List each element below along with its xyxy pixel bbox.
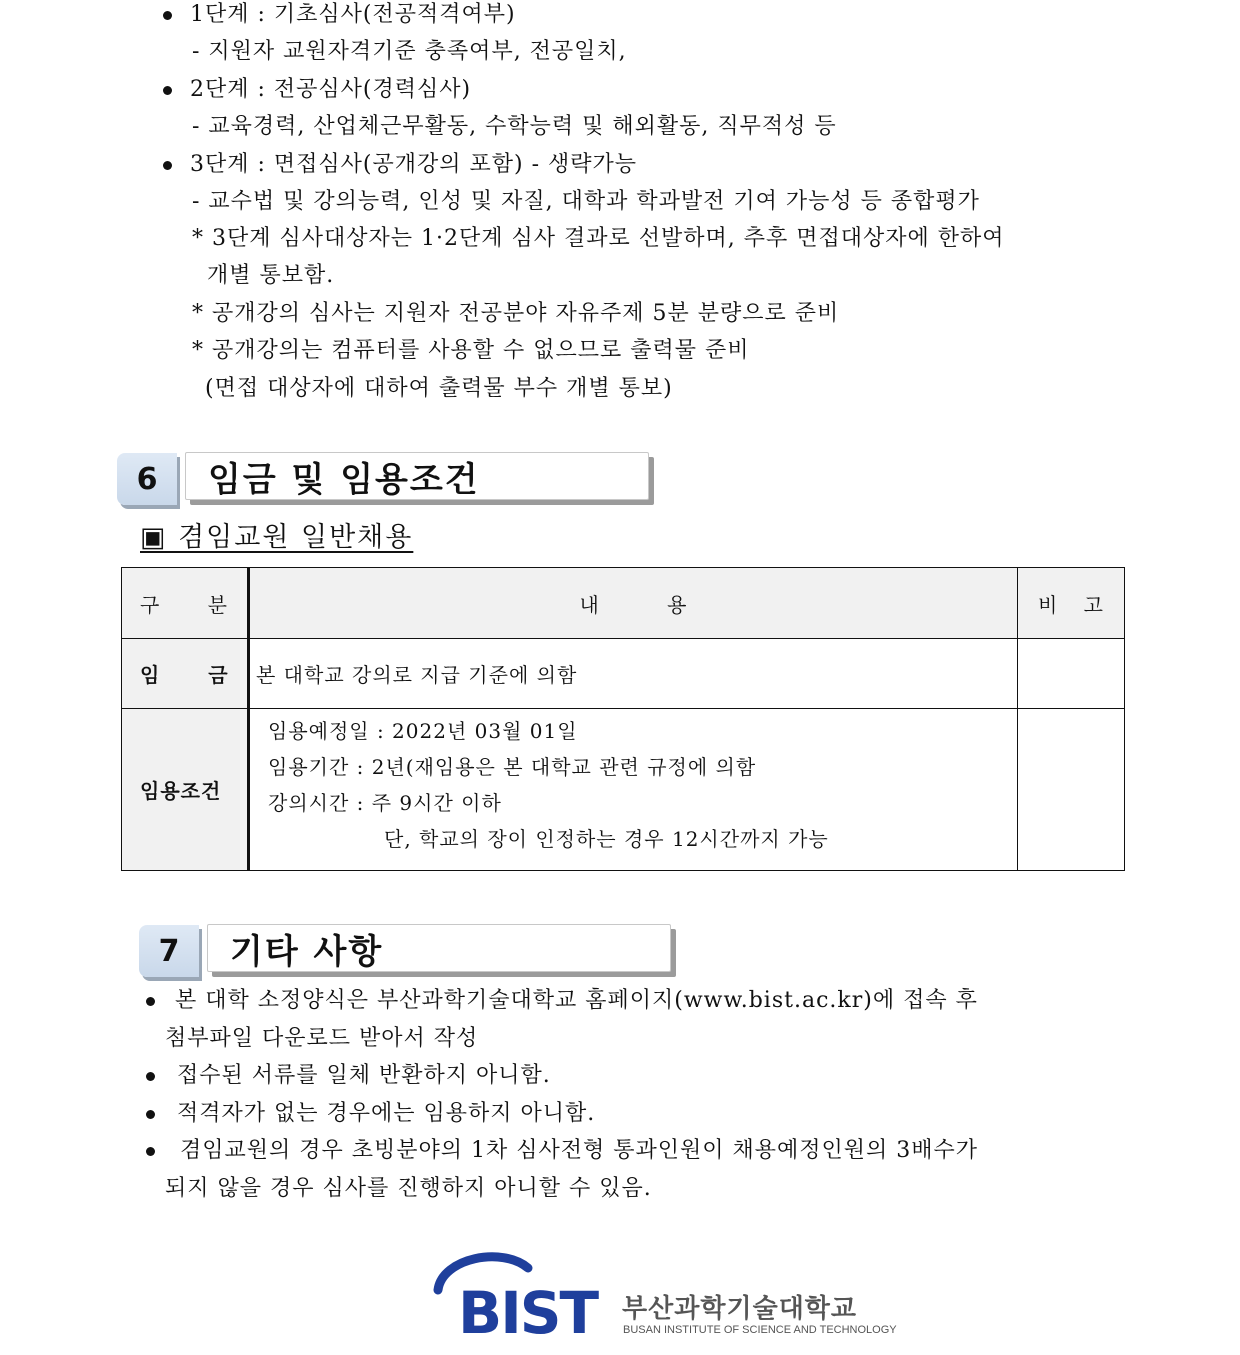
item-form-download: 본 대학 소정양식은 부산과학기술대학교 홈페이지(www.bist.ac.kr)에 접속 후 [175,988,978,1013]
bullet-icon [163,86,172,95]
bist-logo-mark-text: BIST [458,1279,598,1340]
table-row [122,639,1125,709]
header-content: 내 용 [249,568,1018,639]
item-triple-rule-cont: 되지 않을 경우 심사를 진행하지 아니할 수 있음. [165,1176,652,1201]
cond-appointment-period: 임용기간 : 2년(재임용은 본 대학교 관련 규정에 의함 [268,755,757,779]
note-open-lecture: * 공개강의 심사는 지원자 전공분야 자유주제 5분 분량으로 준비 [192,301,840,326]
bullet-icon [163,161,172,170]
stage1-title: 1단계 : 기초심사(전공적격여부) [190,2,516,27]
wage-conditions-table [121,567,1125,871]
item-no-return: 접수된 서류를 일체 반환하지 아니함. [177,1063,551,1088]
stage2-detail: - 교육경력, 산업체근무활동, 수학능력 및 해외활동, 직무적성 등 [192,114,837,139]
item-triple-rule: 겸임교원의 경우 초빙분야의 1차 심사전형 통과인원이 채용예정인원의 3배수가 [180,1138,979,1163]
bullet-icon [146,1110,155,1119]
row-conditions-content [249,709,1018,871]
section-7-title: 기타 사항 [207,924,671,972]
bullet-icon [146,997,155,1006]
row-label-wage: 임 금 [122,639,249,709]
row-label-conditions: 임용조건 [122,709,249,871]
note-printouts: (면접 대상자에 대하여 출력물 부수 개별 통보) [205,376,673,401]
bullet-icon [163,11,172,20]
bullet-icon [146,1072,155,1081]
table-header-row [122,568,1125,639]
section-7-number: 7 [139,925,199,977]
logo-name-english: BUSAN INSTITUTE OF SCIENCE AND TECHNOLOGY [623,1324,897,1336]
item-no-qualified: 적격자가 없는 경우에는 임용하지 아니함. [177,1101,596,1126]
subheading-adjunct-hiring: ▣ 겸임교원 일반채용 [140,522,414,553]
cond-lecture-exception: 단, 학교의 장이 인정하는 경우 12시간까지 가능 [384,827,829,851]
cond-appointment-date: 임용예정일 : 2022년 03월 01일 [268,719,578,743]
note-interview-selection: * 3단계 심사대상자는 1·2단계 심사 결과로 선발하며, 추후 면접대상자에 한하여 [192,226,1005,251]
note-interview-selection-cont: 개별 통보함. [207,263,335,288]
cond-lecture-hours: 강의시간 : 주 9시간 이하 [268,791,502,815]
note-no-computer: * 공개강의는 컴퓨터를 사용할 수 없으므로 출력물 준비 [192,338,750,363]
row-conditions-note [1018,709,1125,871]
table-row [122,709,1125,871]
header-category: 구 분 [122,568,249,639]
section-6-title: 임금 및 임용조건 [185,452,649,500]
bist-logo-mark [432,1250,612,1340]
header-note: 비 고 [1018,568,1125,639]
stage2-title: 2단계 : 전공심사(경력심사) [190,77,472,102]
stage3-title: 3단계 : 면접심사(공개강의 포함) - 생략가능 [190,152,638,177]
bist-logo [432,1250,897,1340]
stage3-detail: - 교수법 및 강의능력, 인성 및 자질, 대학과 학과발전 기여 가능성 등 종합평가 [192,189,980,214]
row-wage-note [1018,639,1125,709]
item-form-download-cont: 첨부파일 다운로드 받아서 작성 [165,1026,479,1051]
stage1-detail: - 지원자 교원자격기준 충족여부, 전공일치, [192,39,627,64]
logo-name-korean: 부산과학기술대학교 [622,1294,858,1324]
bullet-icon [146,1147,155,1156]
section-6-number: 6 [117,453,177,505]
row-wage-content: 본 대학교 강의로 지급 기준에 의함 [249,639,1018,709]
